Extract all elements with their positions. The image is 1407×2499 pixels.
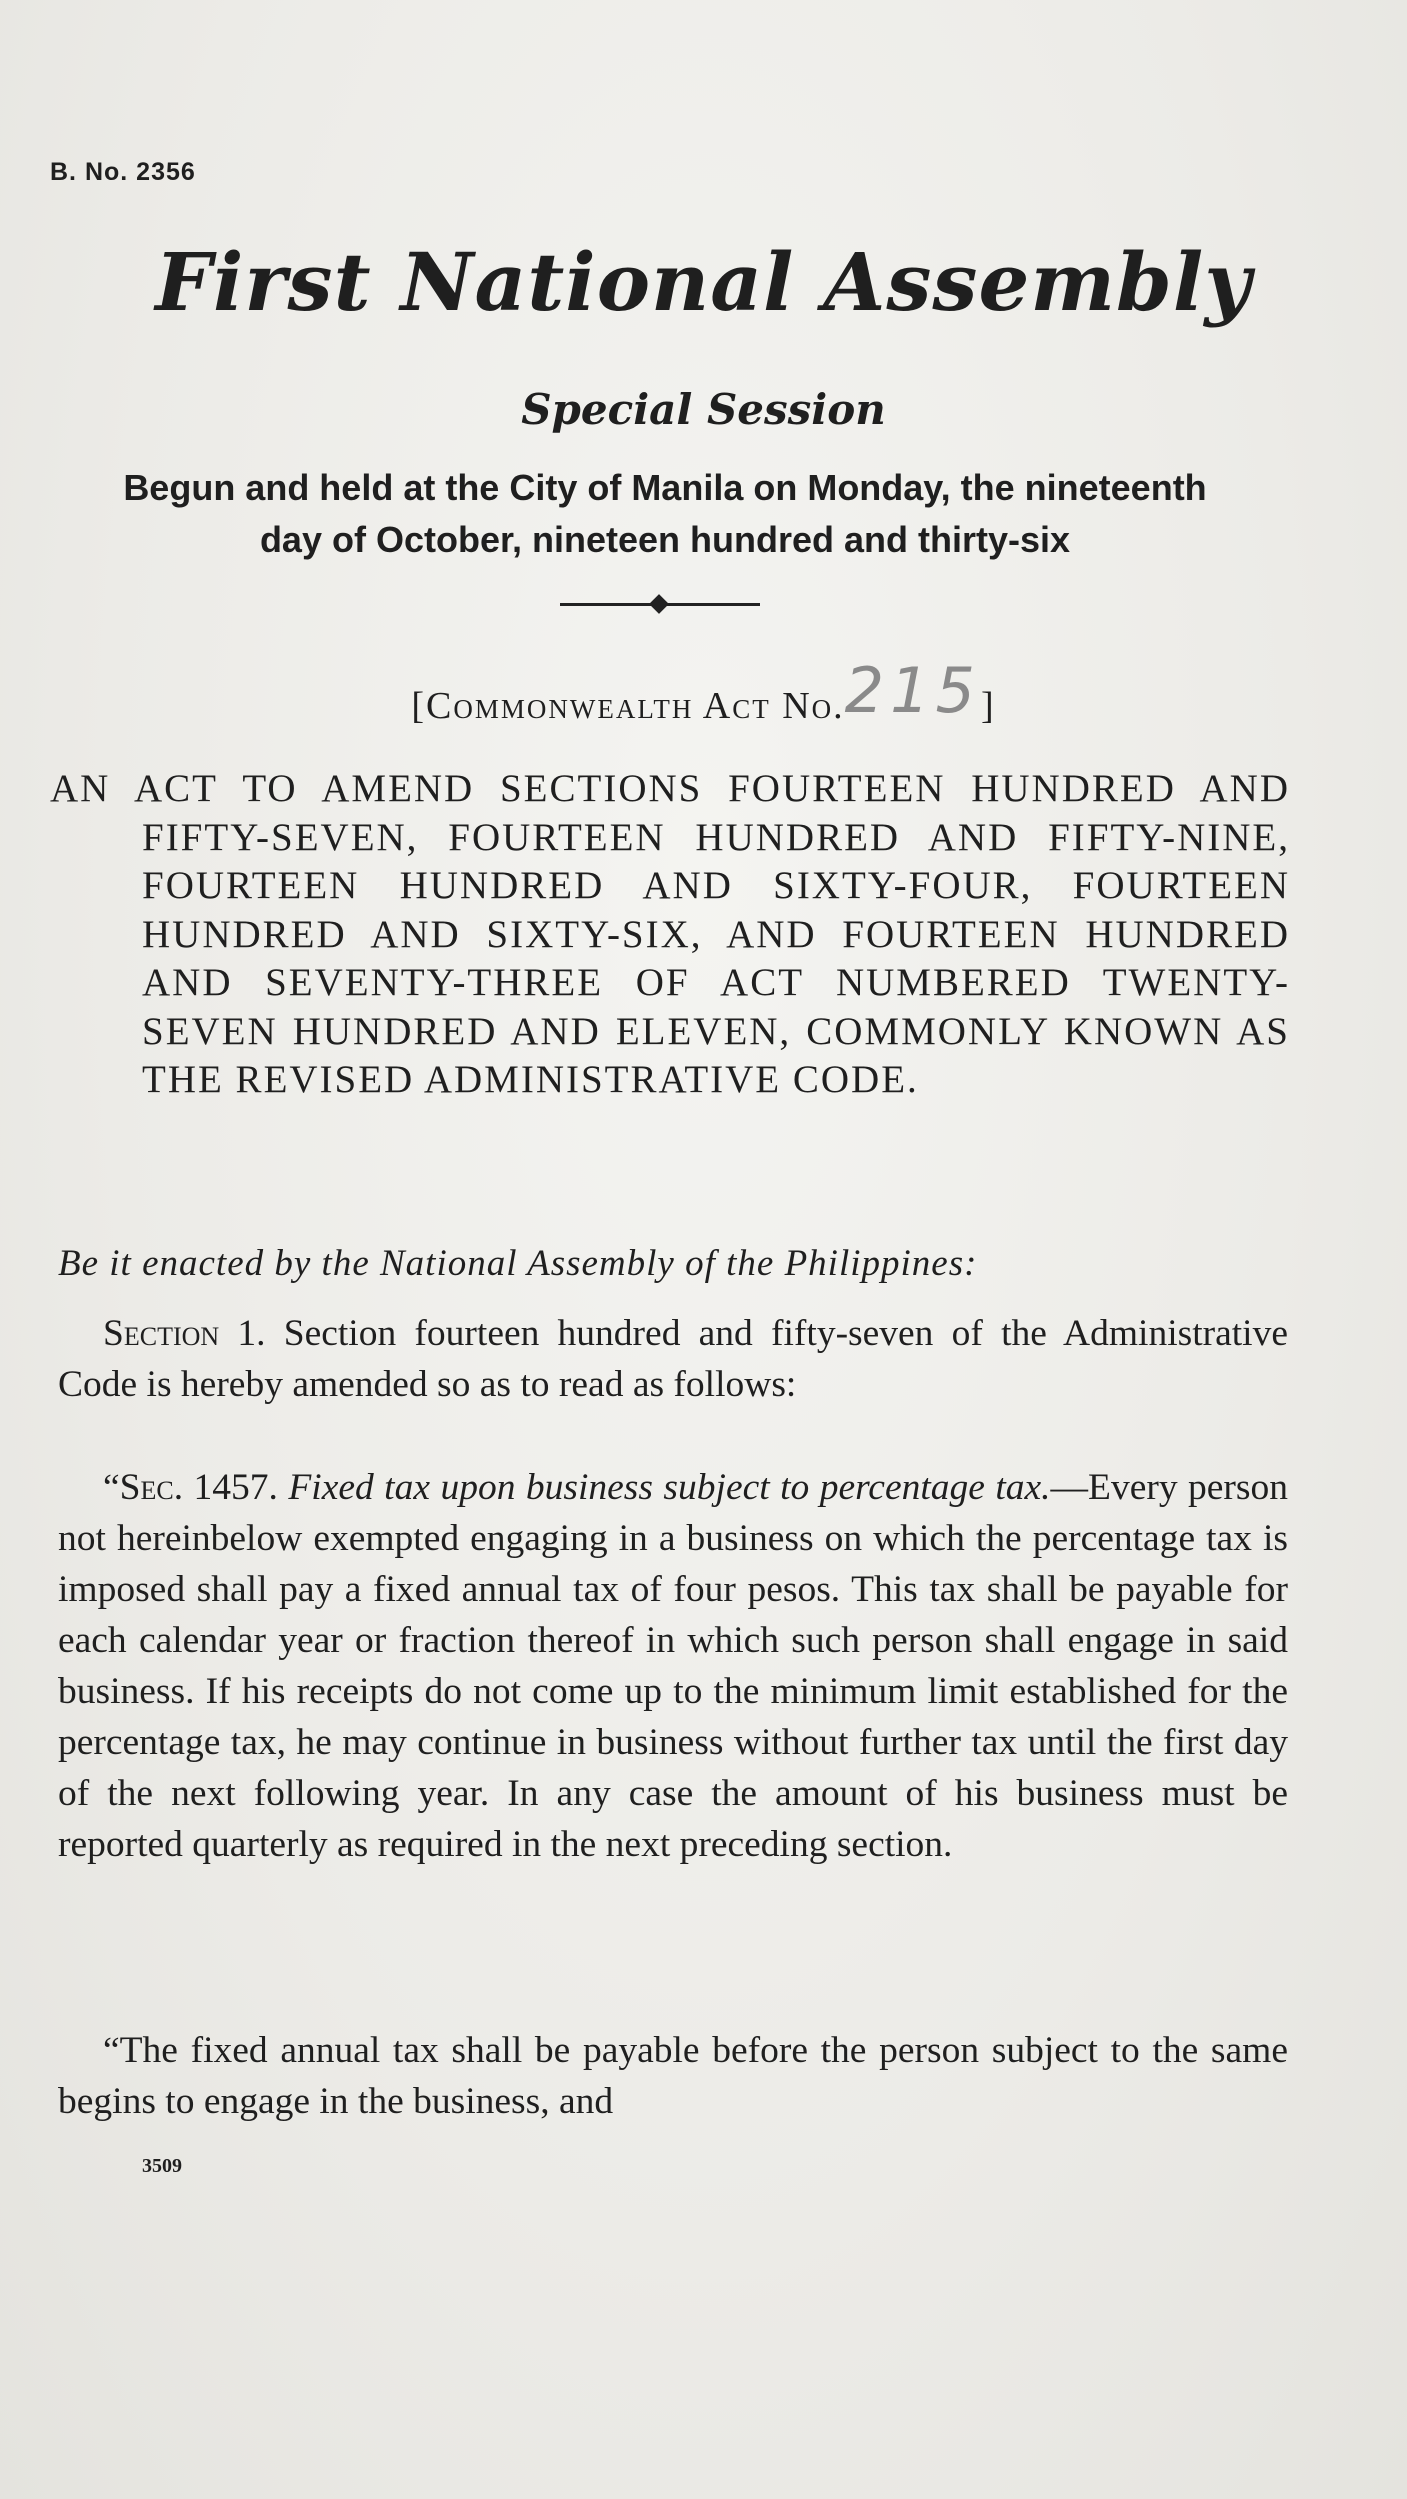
divider-diamond-icon (649, 594, 669, 614)
act-label-close: ] (980, 685, 996, 727)
section-1-paragraph (58, 1308, 1288, 1410)
page-number: 3509 (142, 2155, 182, 2177)
section-1-text: Section fourteen hundred and fifty-seven of the Administrative Code is hereby amended so as to read as follows: (58, 1313, 1288, 1405)
sec-1457-heading: Fixed tax upon business subject to percentage tax. (288, 1467, 1051, 1508)
section-1-label: Section 1. (103, 1313, 266, 1354)
fixed-tax-paragraph: “The fixed annual tax shall be payable before the person subject to the same begins to engage in the business, and (58, 2030, 1288, 2122)
session-date-line (50, 462, 1280, 566)
bill-number: B. No. 2356 (50, 158, 196, 186)
sec-1457-label: “Sec. 1457. (103, 1467, 278, 1508)
sec-1457-paragraph (58, 1462, 1288, 1870)
session-title: Special Session (521, 385, 886, 434)
enacting-clause: Be it enacted by the National Assembly of the Philippines: (58, 1243, 978, 1284)
act-label: [Commonwealth Act No. (411, 685, 845, 727)
commonwealth-act-line (0, 654, 1407, 733)
act-title: AN ACT TO AMEND SECTIONS FOURTEEN HUNDRED AND FIFTY-SEVEN, FOURTEEN HUNDRED AND FIFTY-NINE, FOURTEEN HUNDRED AND SIXTY-FOUR, FOURTEEN HUNDRED AND SIXTY-SIX, AND FOURTEEN HUNDRED AND SEVENTY-THREE OF ACT NUMBERED TWENTY-SEVEN HUNDRED AND ELEVEN, COMMONLY KNOWN AS THE REVISED ADMINISTRATIVE CODE. (50, 767, 1290, 1101)
assembly-title: First National Assembly (155, 235, 1252, 329)
session-date-line-1: Begun and held at the City of Manila on Monday, the nineteenth (123, 467, 1207, 508)
session-date-line-2: day of October, nineteen hundred and thirty-six (259, 519, 1071, 560)
sec-1457-text: —Every person not hereinbelow exempted engaging in a business on which the percentage tax is imposed shall pay a fixed annual tax of four pesos. This tax shall be payable for each calendar year or fraction thereof in which such person shall engage in said business. If his receipts do not come up to the minimum limit established for the percentage tax, he may continue in business without further tax until the first day of the next following year. In any case the amount of his business must be reported quarterly as required in the next preceding section. (58, 1467, 1289, 1865)
handwritten-act-number: 215 (844, 654, 981, 727)
